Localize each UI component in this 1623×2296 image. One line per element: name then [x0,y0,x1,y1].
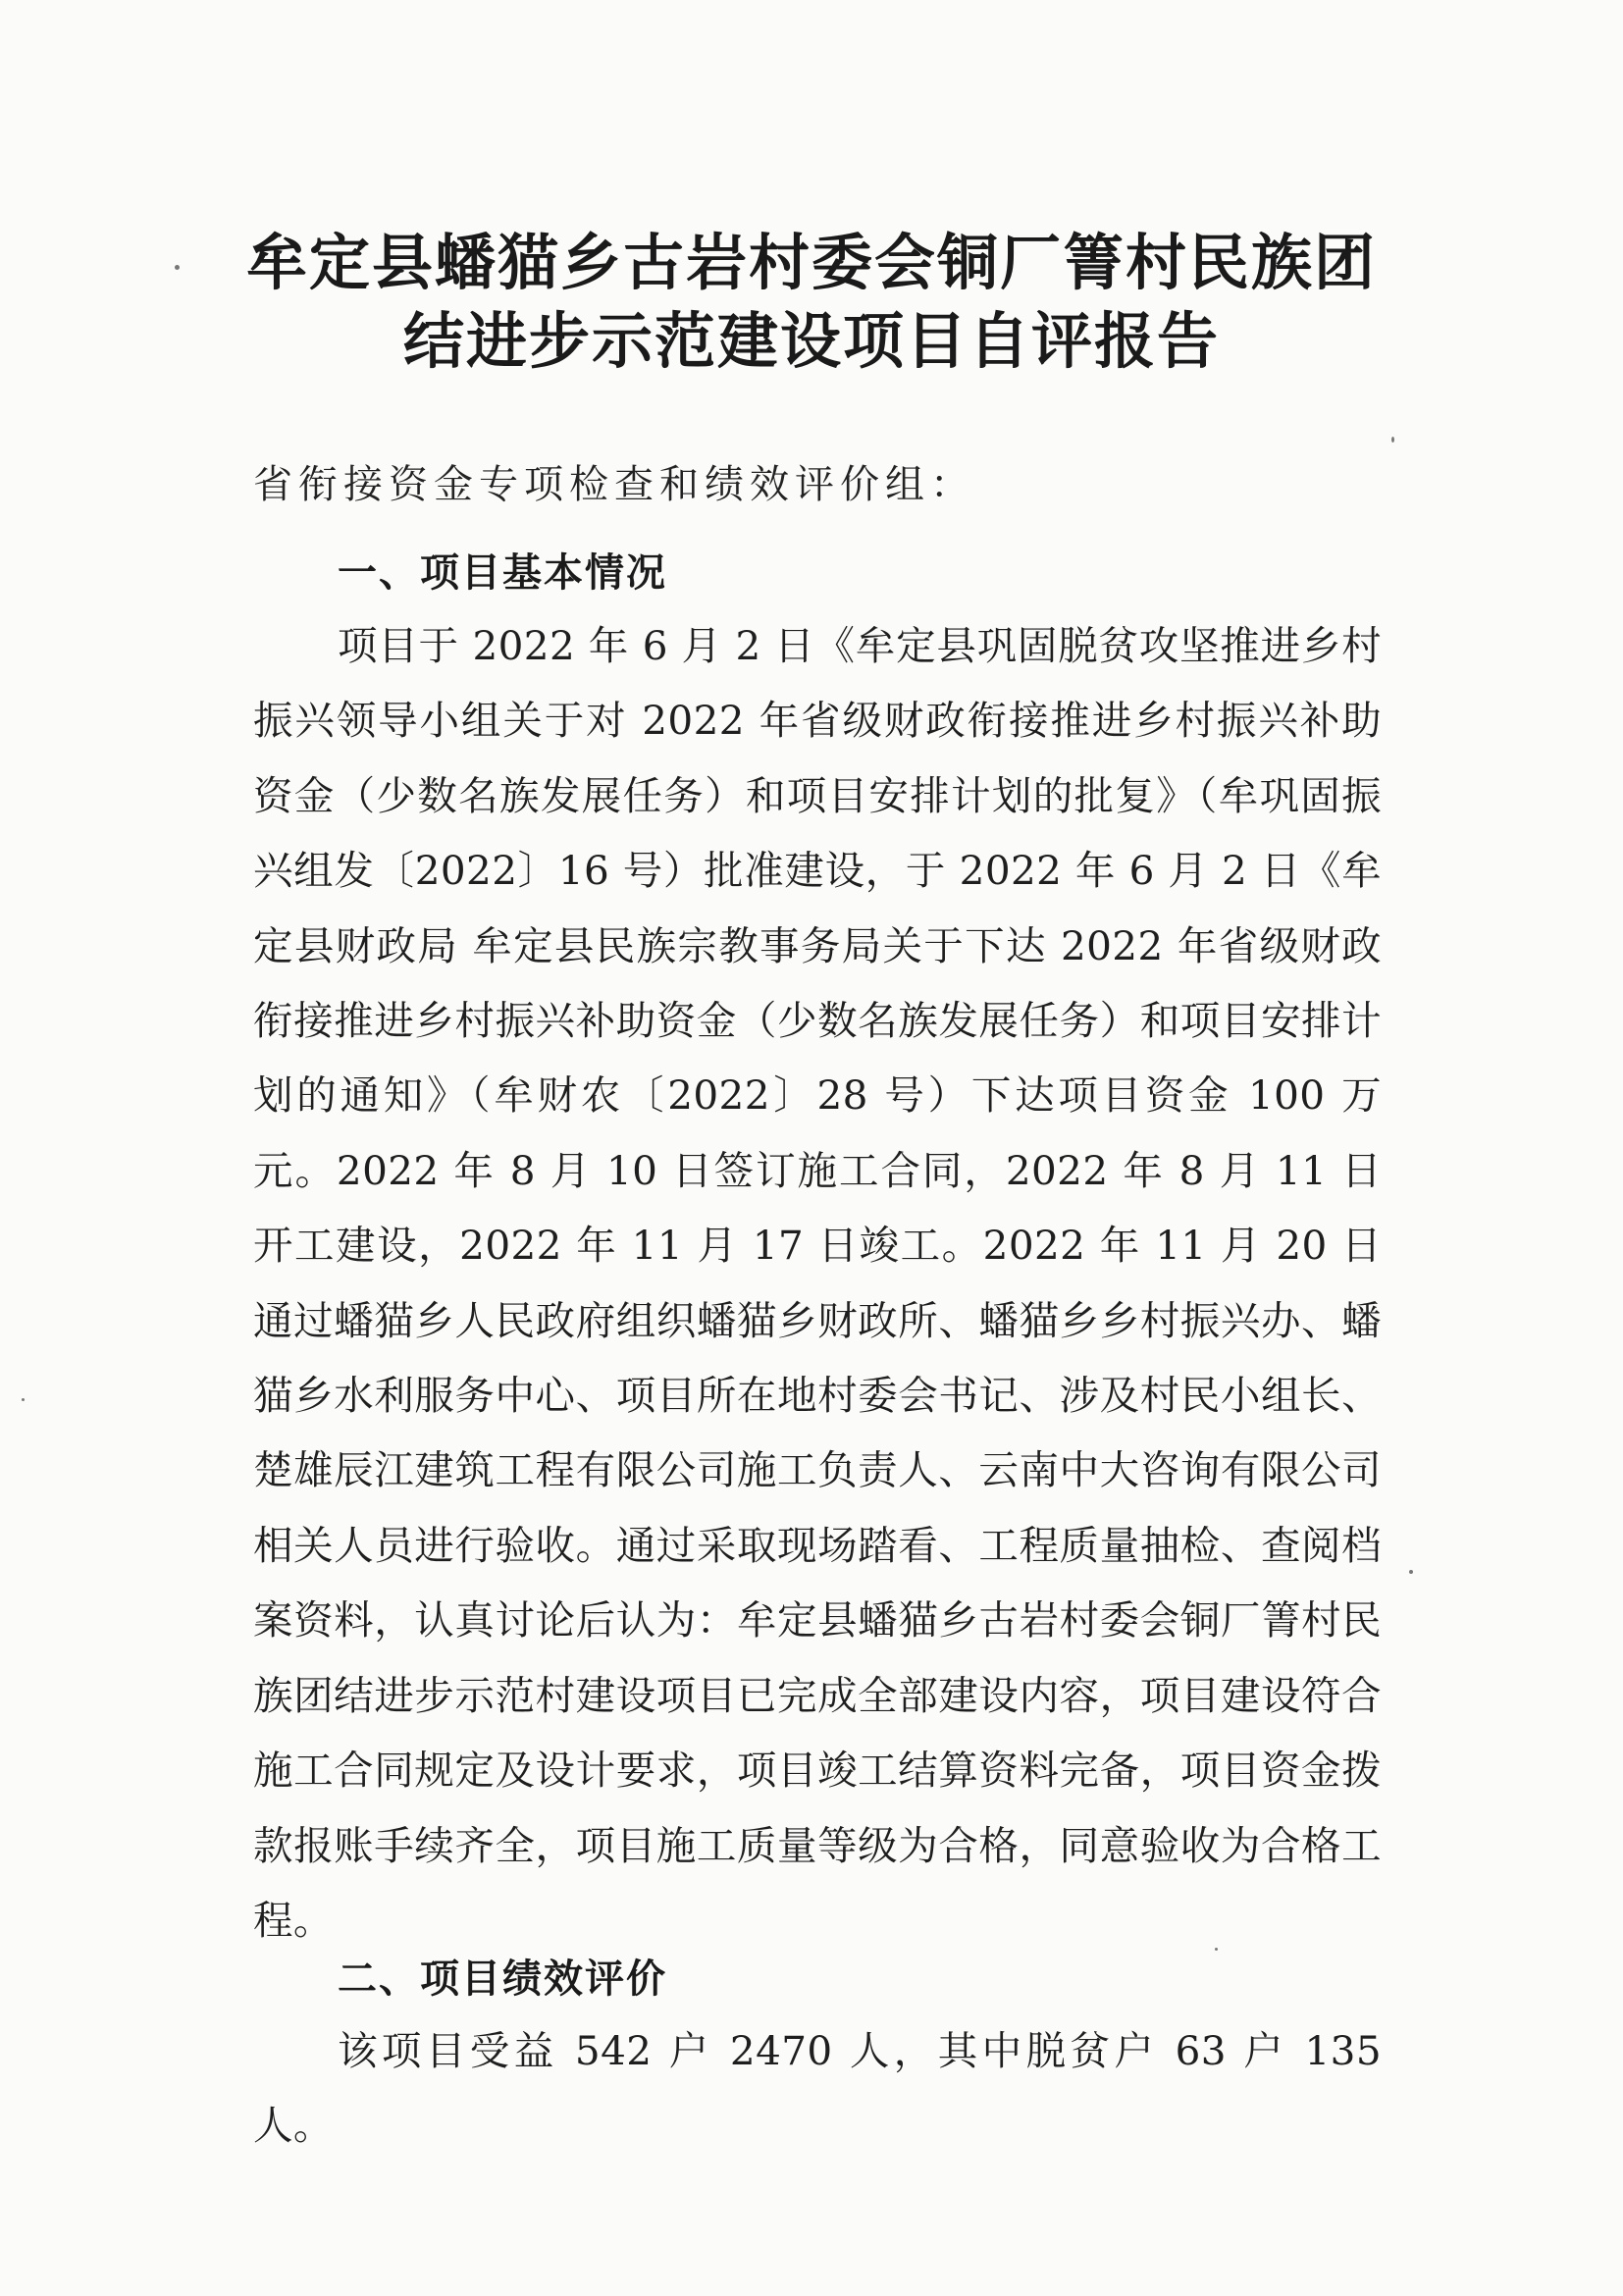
section-body-performance: 该项目受益 542 户 2470 人，其中脱贫户 63 户 135 人。 [253,2027,1382,2150]
scan-speck [22,1398,25,1401]
scan-speck [1215,1948,1218,1951]
section-heading-basic-info: 一、项目基本情况 [338,550,667,596]
section-heading-performance: 二、项目绩效评价 [338,1957,667,2002]
scan-speck [175,265,180,270]
document-title-line-2: 结进步示范建设项目自评报告 [402,305,1220,377]
document-title-line-1: 牟定县蟠猫乡古岩村委会铜厂箐村民族团 [245,227,1377,298]
salutation: 省衔接资金专项检查和绩效评价组： [253,462,975,507]
scan-speck [1391,437,1394,443]
section-body-basic-info: 项目于 2022 年 6 月 2 日《牟定县巩固脱贫攻坚推进乡村振兴领导小组关于对 2022 年省级财政衔接推进乡村振兴补助资金（少数名族发展任务）和项目安排计划的批复》（牟巩固振兴组发〔2022〕16 号）批准建设，于 2022 年 6 月 2 日《牟定县财政局 牟定县民族宗教事务局关于下达 2022 年省级财政衔接推进乡村振兴补助资金（少数名族发展任务）和项目安排计划的通知》（牟财农〔2022〕28 号）下达项目资金 100 万元。2022 年 8 月 10 日签订施工合同，2022 年 8 月 11 日开工建设，2022 年 11 月 17 日竣工。2022 年 11 月 20 日通过蟠猫乡人民政府组织蟠猫乡财政所、蟠猫乡乡村振兴办、蟠猫乡水利服务中心、项目所在地村委会书记、涉及村民小组长、楚雄辰江建筑工程有限公司施工负责人、云南中大咨询有限公司相关人员进行验收。通过采取现场踏看、工程质量抽检、查阅档案资料，认真讨论后认为：牟定县蟠猫乡古岩村委会铜厂箐村民族团结进步示范村建设项目已完成全部建设内容，项目建设符合施工合同规定及设计要求，项目竣工结算资料完备，项目资金拨款报账手续齐全，项目施工质量等级为合格，同意验收为合格工程。 [253,622,1382,1944]
scan-speck [1409,1570,1413,1574]
